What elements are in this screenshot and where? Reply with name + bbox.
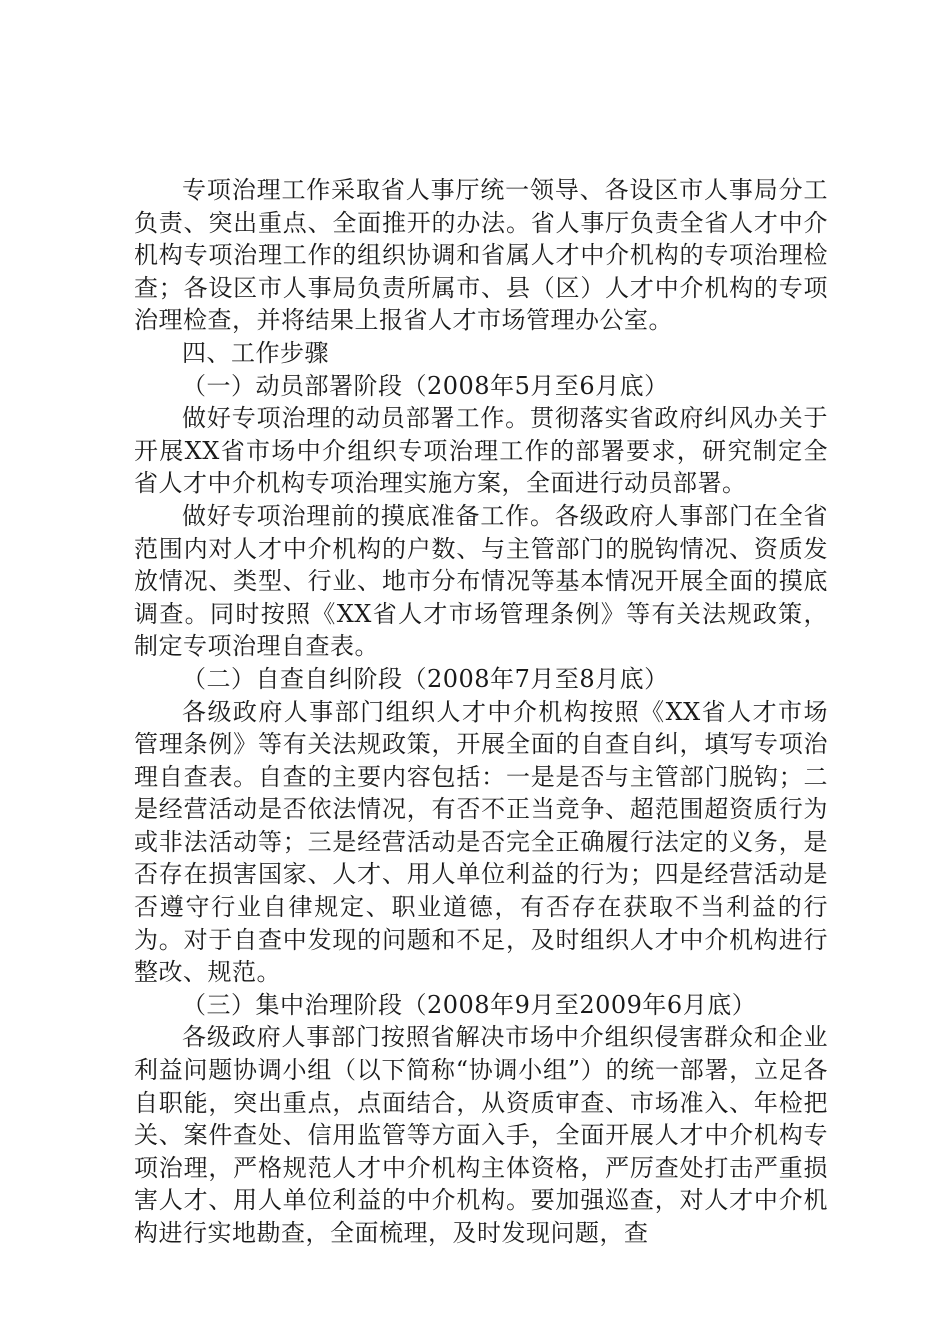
paragraph-division-of-labor: 专项治理工作采取省人事厅统一领导、各设区市人事局分工负责、突出重点、全面推开的办法。省人事厅负责全省人才中介机构专项治理工作的组织协调和省属人才中介机构的专项治理检查；各设区市人事局负责所属市、县（区）人才中介机构的专项治理检查，并将结果上报省人才市场管理办公室。: [134, 176, 828, 335]
subheading-mobilization-stage: （一）动员部署阶段（2008年5月至6月底）: [182, 371, 669, 400]
section-heading-work-steps: 四、工作步骤: [182, 338, 329, 367]
subheading-self-inspection-stage: （二）自查自纠阶段（2008年7月至8月底）: [182, 664, 669, 693]
subheading-centralized-governance-stage: （三）集中治理阶段（2008年9月至2009年6月底）: [182, 990, 757, 1019]
paragraph-mobilization-work: 做好专项治理的动员部署工作。贯彻落实省政府纠风办关于开展XX省市场中介组织专项治理工作的部署要求，研究制定全省人才中介机构专项治理实施方案，全面进行动员部署。: [134, 404, 828, 498]
paragraph-survey-preparation: 做好专项治理前的摸底准备工作。各级政府人事部门在全省范围内对人才中介机构的户数、与主管部门的脱钩情况、资质发放情况、类型、行业、地市分布情况等基本情况开展全面的摸底调查。同时按照《XX省人才市场管理条例》等有关法规政策，制定专项治理自查表。: [134, 501, 828, 661]
paragraph-centralized-governance: 各级政府人事部门按照省解决市场中介组织侵害群众和企业利益问题协调小组（以下简称“协调小组”）的统一部署，立足各自职能，突出重点，点面结合，从资质审查、市场准入、年检把关、案件查处、信用监管等方面入手，全面开展人才中介机构专项治理，严格规范人才中介机构主体资格，严厉查处打击严重损害人才、用人单位利益的中介机构。要加强巡查，对人才中介机构进行实地勘查，全面梳理，及时发现问题，查: [134, 1023, 828, 1247]
document-body: [134, 174, 828, 1250]
paragraph-self-inspection: 各级政府人事部门组织人才中介机构按照《XX省人才市场管理条例》等有关法规政策，开展全面的自查自纠，填写专项治理自查表。自查的主要内容包括：一是是否与主管部门脱钩；二是经营活动是否依法情况，有否不正当竞争、超范围超资质行为或非法活动等；三是经营活动是否完全正确履行法定的义务，是否存在损害国家、人才、用人单位利益的行为；四是经营活动是否遵守行业自律规定、职业道德，有否存在获取不当利益的行为。对于自查中发现的问题和不足，及时组织人才中介机构进行整改、规范。: [134, 697, 828, 987]
